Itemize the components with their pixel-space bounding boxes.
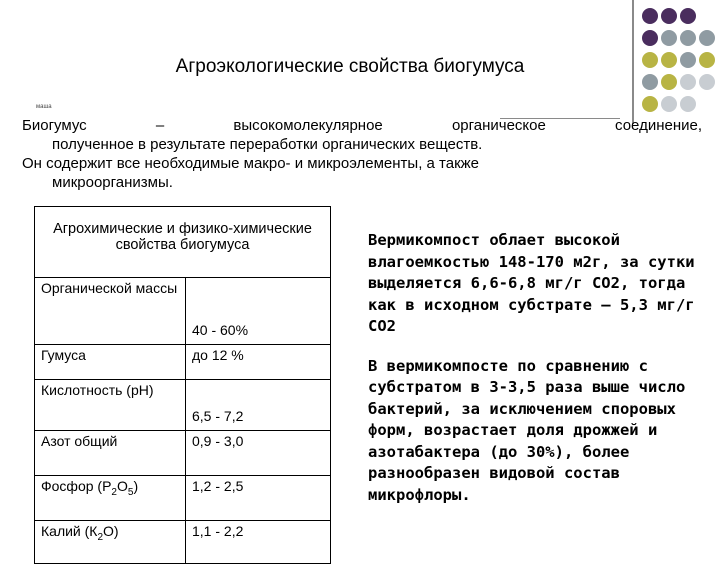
table-row [35,521,331,564]
row-name: Азот общий [35,431,186,476]
row-value: 1,1 - 2,2 [186,521,331,564]
decor-dot [661,8,677,24]
decor-dot [680,96,696,112]
intro-text [22,116,702,192]
decor-dot [699,30,715,46]
decor-dot [699,74,715,90]
decor-dot [661,96,677,112]
row-name: Фосфор $(Р_2О_5)$ [35,476,186,521]
table-row [35,278,331,345]
table-header: Агрохимические и физико-химические свойства биогумуса [35,207,331,278]
row-value: 6,5 - 7,2 [186,380,331,431]
decor-dot [680,52,696,68]
decor-dot [642,74,658,90]
decor-dot [680,74,696,90]
decor-dot-grid [642,8,718,120]
table-row [35,431,331,476]
page-title: Агроэкологические свойства биогумуса [175,56,525,77]
row-value: 40 - 60% [186,278,331,345]
properties-table [34,206,331,564]
row-name: Калий $(К_2О)$ [35,521,186,564]
decor-dot [642,8,658,24]
decor-dot [642,52,658,68]
table-row [35,345,331,380]
tiny-label: маша [36,104,52,110]
decor-dot [661,52,677,68]
decor-dot [661,74,677,90]
right-column-text [368,230,708,506]
decor-dot [642,30,658,46]
intro-line-4: микроорганизмы. [52,174,173,191]
row-name: Органической массы [35,278,186,345]
paragraph-respiration: Вермикомпост облает высокой влагоемкостью 148-170 м2г, за сутки выделяется 6,6-6,8 мг/г СО2, тогда как в исходном субстрате – 5,3 мг/г СО2 [368,231,695,335]
row-value: 0,9 - 3,0 [186,431,331,476]
row-name: Кислотность (рН) [35,380,186,431]
decor-dot [680,30,696,46]
row-name: Гумуса [35,345,186,380]
intro-line-1: Биогумус – высокомолекулярное органическое соединение, [22,117,702,134]
decor-dot [642,96,658,112]
decor-dot [661,30,677,46]
paragraph-microflora: В вермикомпосте по сравнению с субстратом в 3-3,5 раза выше число бактерий, за исключением споровых форм, возрастает доля дрожжей и азотабактера (до 30%), более разнообразен видовой состав микрофлоры. [368,356,686,504]
table-row [35,476,331,521]
intro-line-2: полученное в результате переработки органических веществ. [52,136,483,153]
intro-line-3: Он содержит все необходимые макро- и микроэлементы, а также [22,155,480,172]
row-value: 1,2 - 2,5 [186,476,331,521]
table-row [35,380,331,431]
row-value: до 12 % [186,345,331,380]
decor-dot [680,8,696,24]
decor-dot [699,52,715,68]
